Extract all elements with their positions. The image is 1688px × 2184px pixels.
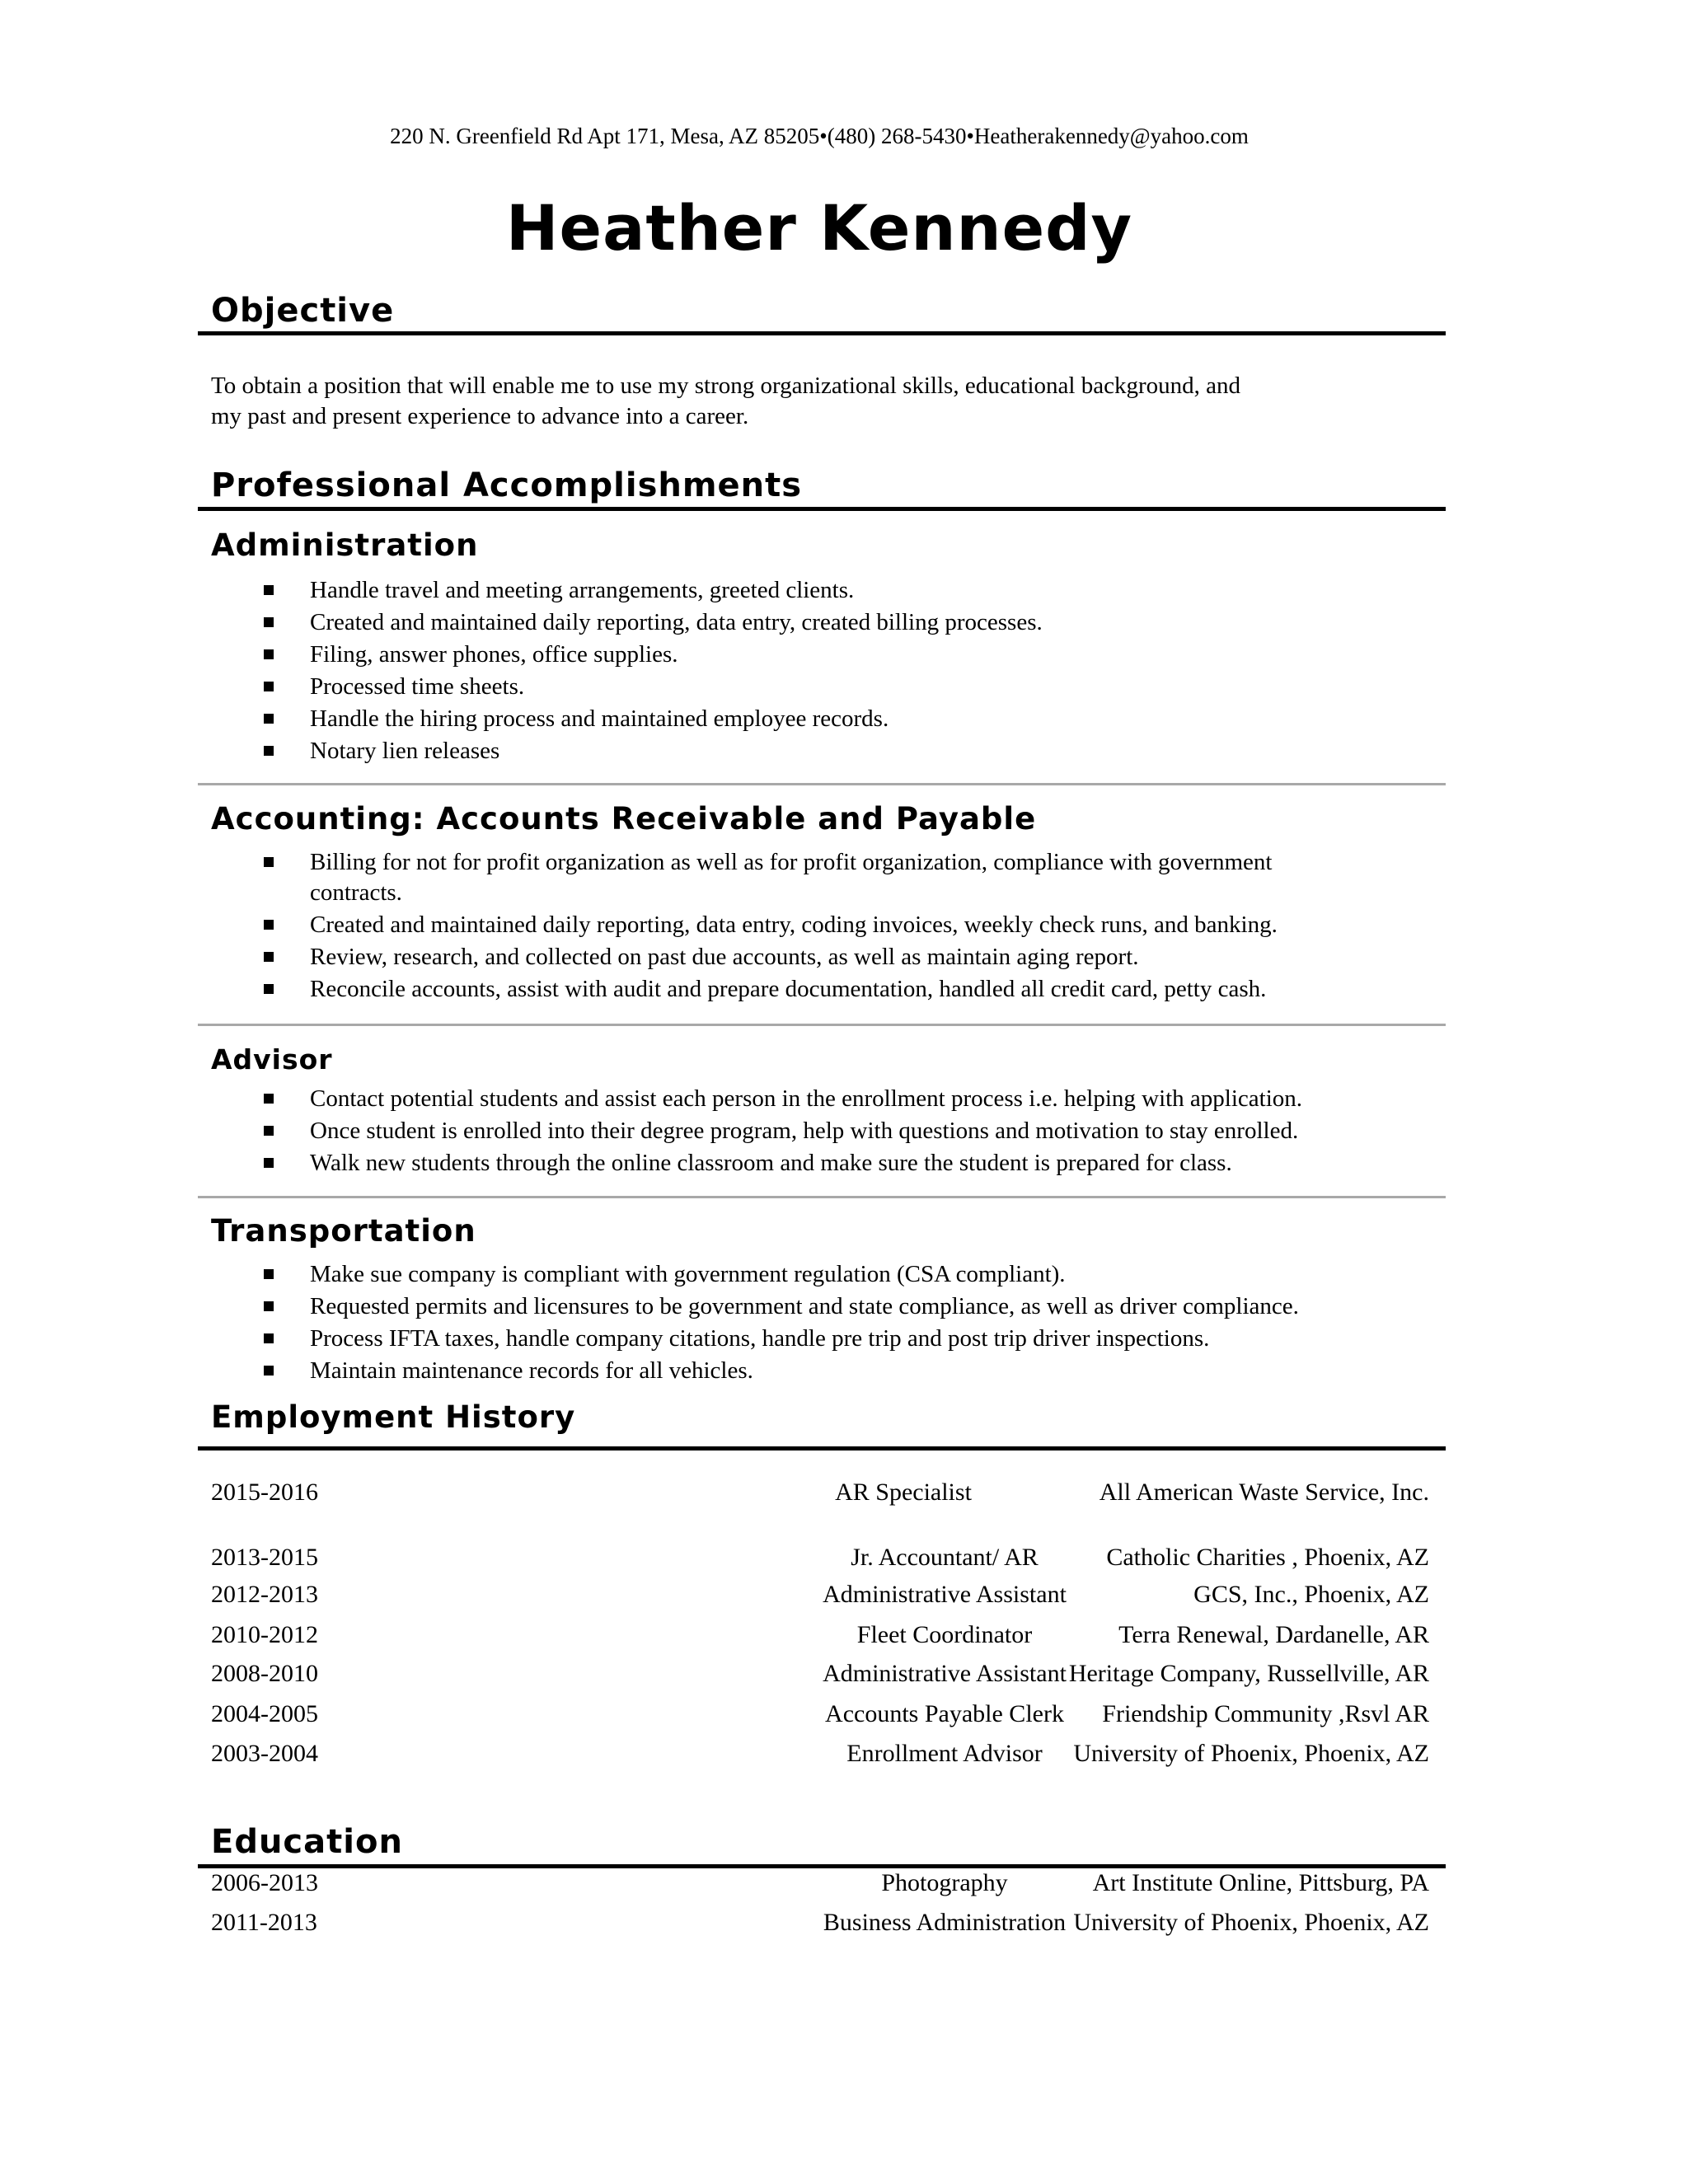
transportation-heading: Transportation [211, 1213, 476, 1249]
candidate-name: Heather Kennedy [505, 191, 1133, 265]
administration-divider [198, 783, 1446, 785]
employment-row: 2003-2004 Enrollment Advisor University of Phoenix, Phoenix, AZ [211, 1740, 1429, 1767]
employment-row: 2015-2016 AR Specialist All American Waste Service, Inc. [211, 1479, 1429, 1506]
employment-heading: Employment History [211, 1399, 576, 1435]
bullet-icon [264, 1366, 274, 1376]
objective-line-1: To obtain a position that will enable me to use my strong organizational skills, educational background, and [211, 373, 1240, 399]
employment-row: 2008-2010 Administrative Assistant Heritage Company, Russellville, AR [211, 1660, 1429, 1687]
bullet-icon [264, 1333, 274, 1343]
employment-row: 2004-2005 Accounts Payable Clerk Friendship Community ,Rsvl AR [211, 1700, 1429, 1727]
employment-rule [198, 1446, 1446, 1451]
education-row: 2006-2013 Photography Art Institute Online, Pittsburg, PA [211, 1869, 1429, 1896]
bullet-icon [264, 649, 274, 659]
education-row: 2011-2013 Business Administration University of Phoenix, Phoenix, AZ [211, 1909, 1429, 1936]
bullet-icon [264, 1301, 274, 1311]
bullet-icon [264, 585, 274, 595]
education-heading: Education [211, 1823, 403, 1861]
bullet-icon [264, 984, 274, 994]
objective-rule [198, 331, 1446, 335]
employment-row: 2013-2015 Jr. Accountant/ AR Catholic Charities , Phoenix, AZ [211, 1544, 1429, 1571]
education-rule [198, 1864, 1446, 1868]
accounting-heading: Accounting: Accounts Receivable and Payable [211, 801, 1037, 837]
contact-line: 220 N. Greenfield Rd Apt 171, Mesa, AZ 85205•(480) 268-5430•Heatherakennedy@yahoo.com [390, 124, 1249, 148]
bullet-icon [264, 682, 274, 691]
accomplishments-rule [198, 507, 1446, 511]
objective-line-2: my past and present experience to advance into a career. [211, 403, 749, 429]
bullet-icon [264, 1269, 274, 1279]
bullet-icon [264, 746, 274, 756]
bullet-icon [264, 1126, 274, 1136]
accounting-divider [198, 1024, 1446, 1026]
bullet-icon [264, 617, 274, 627]
administration-heading: Administration [211, 527, 479, 563]
employment-row: 2010-2012 Fleet Coordinator Terra Renewal, Dardanelle, AR [211, 1621, 1429, 1648]
bullet-icon [264, 714, 274, 724]
objective-heading: Objective [211, 292, 395, 330]
employment-row: 2012-2013 Administrative Assistant GCS, Inc., Phoenix, AZ [211, 1581, 1429, 1608]
bullet-icon [264, 1158, 274, 1168]
accomplishments-heading: Professional Accomplishments [211, 466, 803, 504]
bullet-icon [264, 952, 274, 962]
bullet-icon [264, 1094, 274, 1104]
advisor-heading: Advisor [211, 1043, 333, 1076]
resume-page: 220 N. Greenfield Rd Apt 171, Mesa, AZ 85205•(480) 268-5430•Heatherakennedy@yahoo.com Heather Kennedy Objective To obtain a position that will enable me to use my strong organizational skills, educational background, and my past and present experience to advance into a career. Professional Accomplishments Administration Handle travel and meeting arrangements, greeted clients. Created and maintained daily reporting, data entry, created billing processes. Filing, answer phones, office supplies. Processed time sheets. Handle the hiring process and maintained employee records. Notary lien releases Accounting: Accounts Receivable and Payable Billing for not for profit organization as well as for profit organization, compliance with government contracts. Created and maintained daily reporting, data entry, coding invoices, weekly check runs, and banking. Review, research, and collected on past due accounts, as well as maintain aging report. Reconcile accounts, assist with audit and prepare documentation, handled all credit card, petty cash. Advisor Contact potential students and assist each person in the enrollment process i.e. helping with application. Once student is enrolled into their degree program, help with questions and motivation to stay enrolled. Walk new students through the online classroom and make sure the student is prepared for class. Transportation Make sue company is compliant with government regulation (CSA compliant). Requested permits and licensures to be government and state compliance, as well as driver compliance. Process IFTA taxes, handle company citations, handle pre trip and post trip driver inspections. Maintain maintenance records for all vehicles. Employment History 2015-2016 AR Specialist All American Waste Service, Inc. 2013-2015 Jr. Accountant/ AR Catholic Charities , Phoenix, AZ 2012-2013 Administrative Assistant GCS, Inc., Phoenix, AZ 2010-2012 Fleet Coordinator Terra Renewal, Dardanelle, AR 2008-2010 Administrative Assistant Heritage Company, Russellville, AR 2004-2005 Accounts Payable Clerk Friendship Community ,Rsvl AR 2003-2004 Enrollment Advisor University of Phoenix, Phoenix, AZ Education 2006-2013 Photography Art Institute Online, Pittsburg, PA 2011-2013 Business Administration University of Phoenix, Phoenix, AZ [0, 0, 1688, 2184]
bullet-icon [264, 857, 274, 867]
bullet-icon [264, 920, 274, 930]
advisor-divider [198, 1196, 1446, 1198]
